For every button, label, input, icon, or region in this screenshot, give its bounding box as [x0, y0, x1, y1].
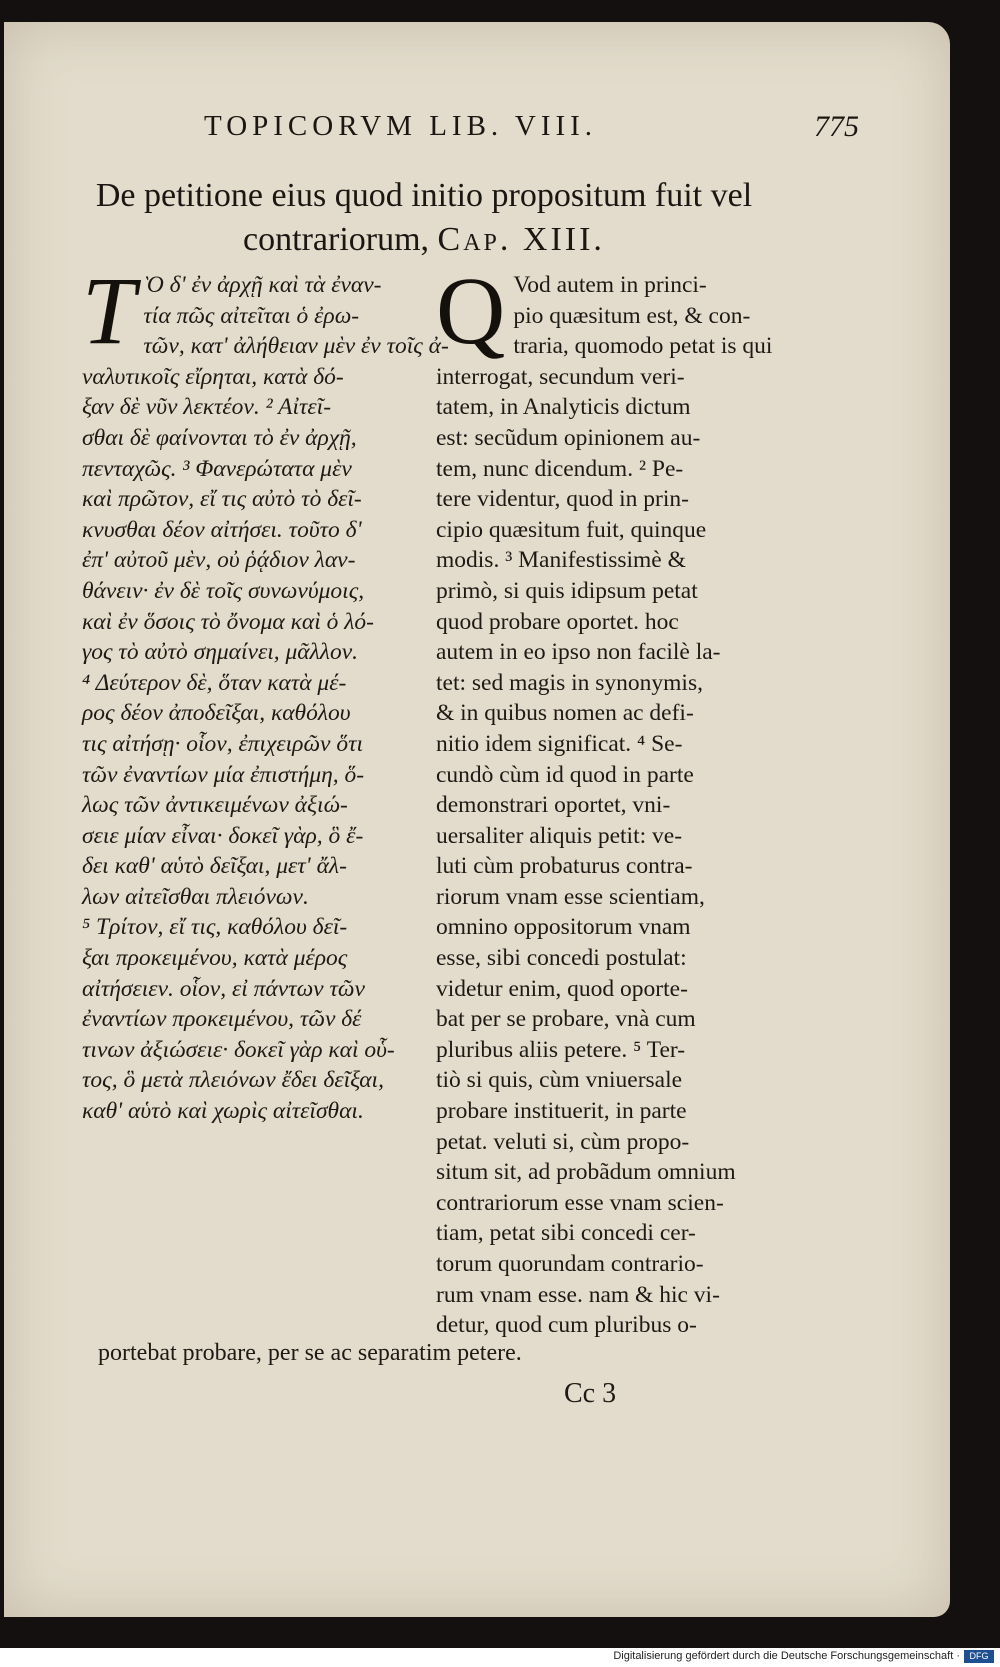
- latin-text-line: rum vnam esse. nam & hic vi-: [436, 1281, 720, 1308]
- latin-text-line: cipio quæsitum fuit, quinque: [436, 516, 707, 543]
- latin-text-line: detur, quod cum pluribus o-: [436, 1312, 697, 1339]
- greek-text-line: τις αἰτήσῃ· οἷον, ἐπιχειρῶν ὅτι: [82, 730, 364, 757]
- greek-text-line: τία πῶς αἰτεῖται ὁ ἐρω-: [143, 302, 360, 329]
- latin-text-line: tet: sed magis in synonymis,: [436, 669, 703, 696]
- latin-text-line: pio quæsitum est, & con-: [513, 302, 751, 329]
- greek-column: [82, 257, 449, 1127]
- book-page: [4, 22, 950, 1617]
- greek-text-line: ναλυτικοῖς εἴρηται, κατὰ δό-: [82, 363, 344, 390]
- greek-text-line: γος τὸ αὐτὸ σημαίνει, μᾶλλον.: [82, 639, 359, 666]
- latin-text-line: situm sit, ad probãdum omnium: [436, 1159, 736, 1186]
- greek-text-line: κνυσθαι δέον αἰτήσει. τοῦτο δ': [82, 516, 362, 543]
- greek-text-line: τινων ἀξιώσειε· δοκεῖ γὰρ καὶ οὗ-: [82, 1036, 395, 1063]
- running-title: TOPICORVM LIB. VIII.: [204, 110, 598, 142]
- greek-text-line: ἐναντίων προκειμένου, τῶν δέ: [82, 1006, 362, 1033]
- latin-text-line: autem in eo ipso non facilè la-: [436, 639, 721, 666]
- latin-text-line: nitio idem significat. ⁴ Se-: [436, 730, 683, 757]
- dfg-logo-icon: DFG: [964, 1650, 994, 1663]
- latin-text: [436, 257, 773, 1341]
- page-number: 775: [814, 110, 859, 143]
- greek-text-line: καὶ ἐν ὅσοις τὸ ὄνομα καὶ ὁ λό-: [82, 608, 374, 635]
- latin-text-line: tem, nunc dicendum. ² Pe-: [436, 455, 684, 482]
- greek-text-line: καὶ πρῶτον, εἴ τις αὐτὸ τὸ δεῖ-: [82, 486, 362, 513]
- latin-text-line: tere videntur, quod in prin-: [436, 486, 689, 513]
- latin-text-line: videtur enim, quod oporte-: [436, 975, 688, 1002]
- latin-text-line: riorum vnam esse scientiam,: [436, 883, 705, 910]
- greek-text-line: δει καθ' αὑτὸ δεῖξαι, μετ' ἄλ-: [82, 853, 347, 880]
- latin-text-line: cundò cùm id quod in parte: [436, 761, 694, 788]
- greek-text-line: ἐπ' αὐτοῦ μὲν, οὐ ῥᾴδιον λαν-: [82, 547, 356, 574]
- latin-text-line: traria, quomodo petat is qui: [513, 333, 773, 360]
- greek-text-line: τος, ὃ μετὰ πλειόνων ἔδει δεῖξαι,: [82, 1067, 384, 1094]
- latin-text-line: torum quorundam contrario-: [436, 1251, 704, 1277]
- greek-text-line: ξαν δὲ νῦν λεκτέον. ² Αἰτεῖ-: [82, 394, 332, 421]
- latin-text-line: Vod autem in princi-: [513, 272, 707, 298]
- latin-text-line: tiam, petat sibi concedi cer-: [436, 1220, 696, 1247]
- latin-text-line: omnino oppositorum vnam: [436, 914, 691, 941]
- latin-text-line: & in quibus nomen ac defi-: [436, 700, 694, 727]
- latin-text-line: interrogat, secundum veri-: [436, 363, 685, 390]
- latin-text-line: modis. ³ Manifestissimè &: [436, 547, 686, 574]
- latin-text-line: est: secũdum opinionem au-: [436, 424, 701, 451]
- latin-text-line: primò, si quis idipsum petat: [436, 577, 698, 604]
- latin-text-line: tatem, in Analyticis dictum: [436, 394, 691, 421]
- greek-text-line: ⁵ Τρίτον, εἴ τις, καθόλου δεῖ-: [82, 914, 348, 941]
- chapter-number: Cap. XIII.: [437, 221, 605, 258]
- latin-text-line: bat per se probare, vnà cum: [436, 1006, 696, 1033]
- greek-text-line: λων αἰτεῖσθαι πλειόνων.: [82, 883, 309, 910]
- latin-text-line: luti cùm probaturus contra-: [436, 853, 693, 880]
- greek-text: [82, 257, 449, 1127]
- greek-text-line: σειε μίαν εἶναι· δοκεῖ γὰρ, ὃ ἔ-: [82, 822, 364, 849]
- latin-column: [436, 257, 773, 1341]
- chapter-title-text: De petitione eius quod initio propositum fuit vel contrariorum,: [95, 177, 753, 258]
- latin-final-line: portebat probare, per se ac separatim petere.: [98, 1340, 522, 1366]
- greek-dropcap: T: [82, 257, 136, 364]
- greek-text-line: σθαι δὲ φαίνονται τὸ ἐν ἀρχῇ,: [82, 424, 357, 451]
- latin-text-line: petat. veluti si, cùm propo-: [436, 1128, 690, 1155]
- greek-text-line: τῶν, κατ' ἀλήθειαν μὲν ἐν τοῖς ἀ-: [143, 333, 449, 360]
- greek-text-line: λως τῶν ἀντικειμένων ἀξιώ-: [82, 792, 348, 819]
- latin-text-line: uersaliter aliquis petit: ve-: [436, 822, 683, 849]
- latin-text-line: probare instituerit, in parte: [436, 1098, 687, 1125]
- latin-dropcap: Q: [436, 257, 506, 364]
- greek-text-line: ρος δέον ἀποδεῖξαι, καθόλου: [82, 700, 351, 727]
- latin-text-line: contrariorum esse vnam scien-: [436, 1189, 724, 1216]
- latin-text-line: quod probare oportet. hoc: [436, 608, 679, 635]
- latin-text-line: esse, sibi concedi postulat:: [436, 945, 687, 972]
- greek-text-line: ⁴ Δεύτερον δὲ, ὅταν κατὰ μέ-: [82, 669, 347, 696]
- funding-credit: Digitalisierung gefördert durch die Deutsche Forschungsgemeinschaft ·: [613, 1650, 960, 1662]
- greek-text-line: Ὸ δ' ἐν ἀρχῇ καὶ τὰ ἐναν-: [143, 272, 382, 298]
- greek-text-line: αἰτήσειεν. οἷον, εἰ πάντων τῶν: [82, 975, 365, 1002]
- latin-text-line: tiò si quis, cùm vniuersale: [436, 1067, 683, 1094]
- signature-mark: Cc 3: [564, 1378, 617, 1409]
- greek-text-line: θάνειν· ἐν δὲ τοῖς συνωνύμοις,: [82, 577, 365, 604]
- greek-text-line: πενταχῶς. ³ Φανερώτατα μὲν: [82, 455, 352, 482]
- latin-text-line: pluribus aliis petere. ⁵ Ter-: [436, 1036, 686, 1063]
- greek-text-line: καθ' αὑτὸ καὶ χωρὶς αἰτεῖσθαι.: [82, 1098, 364, 1125]
- greek-text-line: τῶν ἐναντίων μία ἐπιστήμη, ὅ-: [82, 761, 365, 788]
- chapter-heading: [64, 174, 784, 262]
- greek-text-line: ξαι προκειμένου, κατὰ μέρος: [82, 945, 348, 972]
- latin-text-line: demonstrari oportet, vni-: [436, 792, 671, 819]
